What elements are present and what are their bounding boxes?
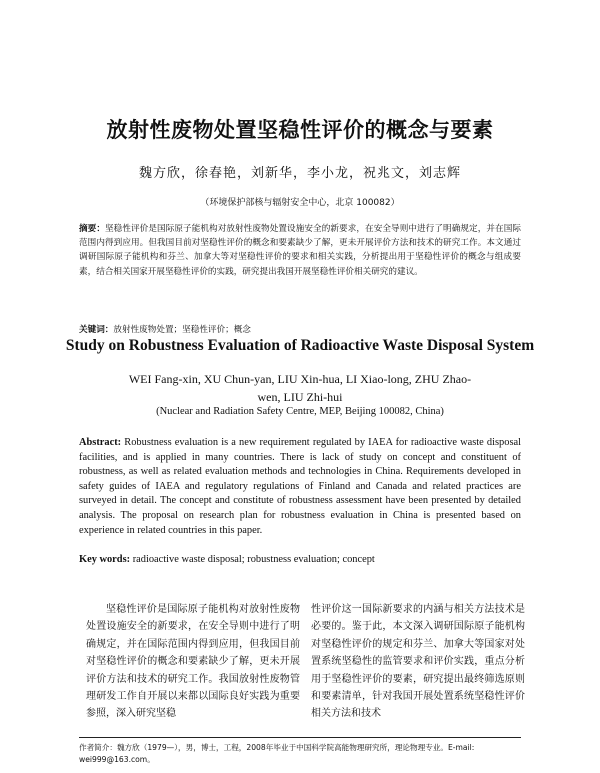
- chinese-keywords: [79, 323, 521, 337]
- chinese-title: 放射性废物处置坚稳性评价的概念与要素: [106, 118, 494, 142]
- footnote-divider: [79, 737, 521, 738]
- english-keywords-label: Key words:: [79, 554, 131, 565]
- english-title: Study on Robustness Evaluation of Radioactive Waste Disposal System: [65, 337, 535, 354]
- chinese-affiliation: （环境保护部核与辐射安全中心，北京 100082）: [200, 198, 400, 208]
- chinese-abstract-label: 摘要：: [79, 224, 106, 234]
- chinese-authors: 魏方欣，徐春艳，刘新华，李小龙，祝兆文，刘志辉: [138, 166, 461, 181]
- chinese-abstract: [79, 222, 521, 279]
- english-abstract: [79, 436, 521, 538]
- author-footnote: 作者简介：魏方欣（1979—），男，博士，工程，2008年毕业于中国科学院高能物理研究所，理论物理专业。E-mail: wei999@163.com。: [79, 743, 475, 764]
- chinese-keywords-label: 关键词：: [79, 325, 114, 335]
- english-affiliation: (Nuclear and Radiation Safety Centre, MEP, Beijing 100082, China): [156, 406, 444, 417]
- chinese-abstract-text: 坚稳性评价是国际原子能机构对放射性废物处置设施安全的新要求，在安全导则中进行了明确规定，并在国际范围内得到应用。但我国目前对坚稳性评价的概念和要素缺少了解，更未开展评价方法和技术的研究工作。本文通过调研国际原子能机构和芬兰、加拿大等对坚稳性评价的要求和相关实践，分析提出用于坚稳性评价的概念与组成要素，结合相关国家开展坚稳性评价的实践，研究提出我国开展坚稳性评价相关研究的建议。: [79, 224, 521, 277]
- body-column-left: 坚稳性评价是国际原子能机构对放射性废物处置设施安全的新要求，在安全导则中进行了明确规定，并在国际范围内得到应用，但我国目前对坚稳性评价的概念和要素缺少了解，更未开展评价方法和技术的研究工作。我国放射性废物管理研发工作自开展以来都以国际良好实践为重要参照，深入研究坚稳: [86, 604, 300, 720]
- english-abstract-label: Abstract:: [79, 437, 122, 448]
- chinese-keywords-text: 放射性废物处置；坚稳性评价；概念: [113, 325, 251, 335]
- english-keywords: [79, 553, 521, 567]
- english-abstract-text: Robustness evaluation is a new requirement regulated by IAEA for radioactive waste disposal facilities, and is applied in many countries. There is lack of study on concept and constituent of robustness, as well as related evaluation methods and technologies in China. Requirements developed in safety guides of IAEA and regulatory regulations of Finland and Canada and related practices are surveyed in detail. The concept and constitute of robustness assessment have been presented by detailed analysis. The proposal on research plan for robustness evaluation in China is presented based on experience in related countries in this paper.: [79, 437, 521, 536]
- english-keywords-text: radioactive waste disposal; robustness evaluation; concept: [132, 554, 375, 565]
- english-authors: WEI Fang-xin, XU Chun-yan, LIU Xin-hua, LI Xiao-long, ZHU Zhao-wen, LIU Zhi-hui: [128, 372, 472, 404]
- body-column-right: 性评价这一国际新要求的内涵与相关方法技术是必要的。鉴于此，本文深入调研国际原子能机构对坚稳性评价的规定和芬兰、加拿大等国家对处置系统坚稳性的监管要求和评价实践，重点分析用于坚稳性评价的要素，研究提出最终筛选原则和要素清单，针对我国开展处置系统坚稳性评价相关方法和技术: [311, 604, 525, 720]
